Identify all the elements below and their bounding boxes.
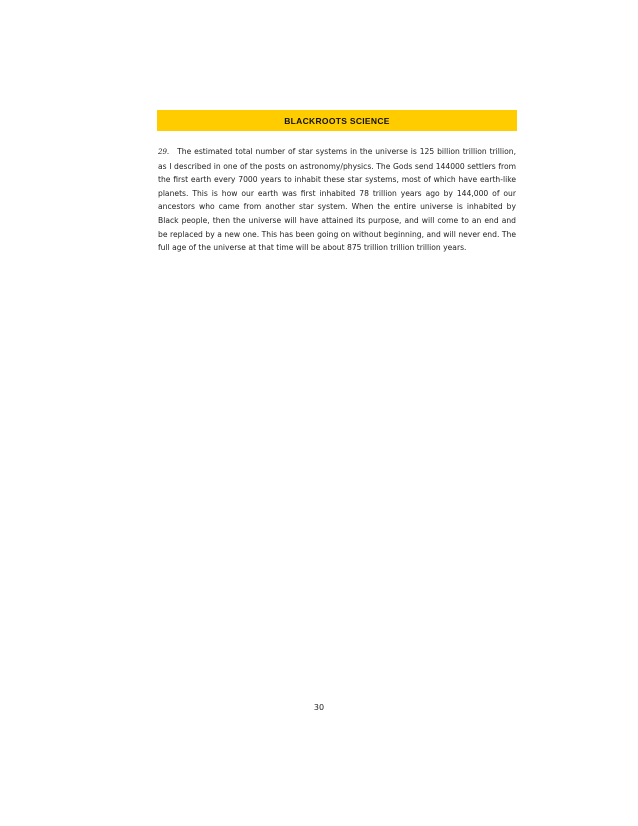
paragraph-number: 29. xyxy=(158,148,170,156)
page-number: 30 xyxy=(313,703,325,712)
section-header-bar xyxy=(157,110,517,131)
paragraph-text: The estimated total number of star systems in the universe is 125 billion trillion trillion, as I described in one of the posts on astronomy/physics. The Gods send 144000 settlers from the first earth every 7000 years to inhabit these star systems, most of which have earth-like planets. This is how our earth was first inhabited 78 trillion years ago by 144,000 of our ancestors who came from another star system. When the entire universe is inhabited by Black people, then the universe will have attained its purpose, and will come to an end and be replaced by a new one. This has been going on without beginning, and will never end. The full age of the universe at that time will be about 875 trillion trillion trillion years. xyxy=(158,147,516,253)
body-paragraph xyxy=(158,145,516,255)
section-title: BLACKROOTS SCIENCE xyxy=(284,115,390,126)
